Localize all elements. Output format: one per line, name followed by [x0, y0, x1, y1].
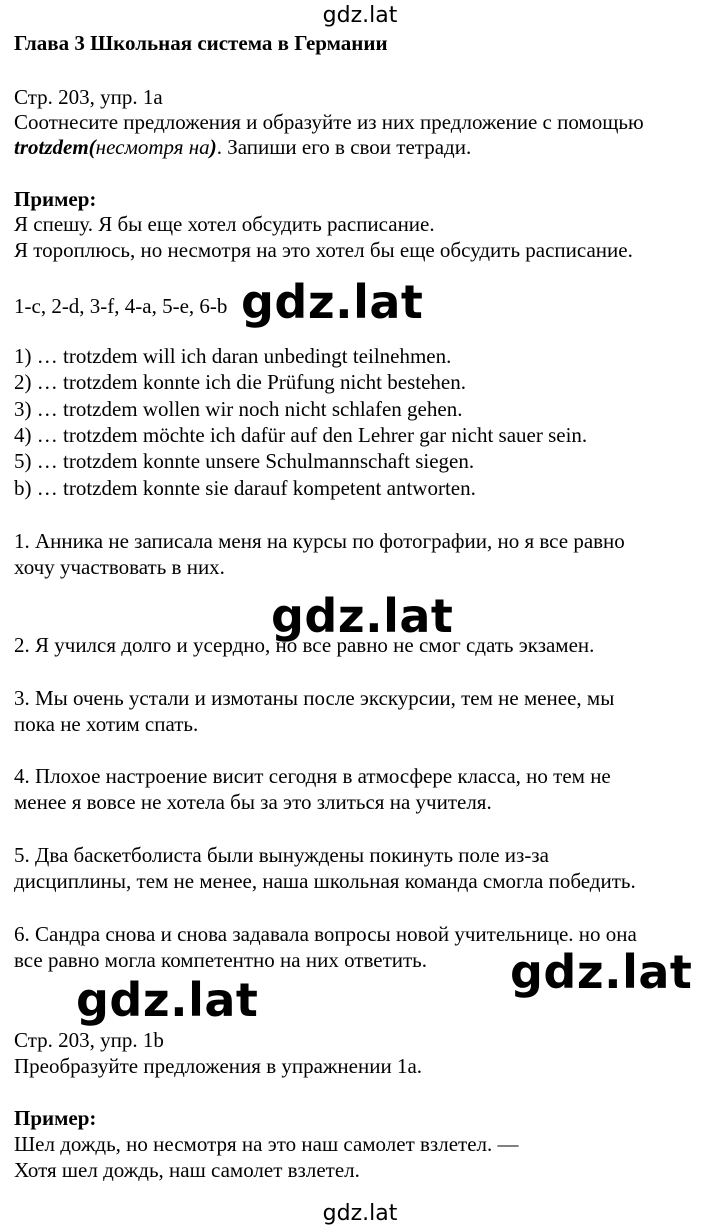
task-term-translation: несмотря на — [95, 135, 210, 159]
exercise-1b-ref: Стр. 203, упр. 1b — [14, 1028, 164, 1052]
translation-line: 6. Сандра снова и снова задавала вопросы новой учительнице. но она — [14, 922, 637, 946]
page-title: Глава 3 Школьная система в Германии — [14, 31, 388, 55]
watermark-large: gdz.lat — [76, 973, 259, 1027]
task-term: trotzdem( — [14, 135, 96, 159]
example-label: Пример: — [14, 1106, 97, 1130]
exercise-1b-task: Преобразуйте предложения в упражнении 1а. — [14, 1054, 423, 1078]
watermark-large: gdz.lat — [271, 589, 454, 643]
german-sentence: 1) … trotzdem will ich daran unbedingt teilnehmen. — [14, 344, 452, 368]
german-sentence: 5) … trotzdem konnte unsere Schulmannschaft siegen. — [14, 449, 475, 473]
exercise-1a-ref: Стр. 203, упр. 1а — [14, 85, 163, 109]
example-line: Я тороплюсь, но несмотря на это хотел бы еще обсудить расписание. — [14, 238, 633, 262]
exercise-1a-task-cont — [14, 134, 471, 160]
translation-line: 5. Два баскетболиста были вынуждены покинуть поле из-за — [14, 843, 549, 867]
task-rest: . Запиши его в свои тетради. — [216, 135, 472, 159]
translation-line: 3. Мы очень устали и измотаны после экскурсии, тем не менее, мы — [14, 686, 615, 710]
translation-line: 2. Я учился долго и усердно, но все равно не смог сдать экзамен. — [14, 633, 595, 657]
translation-line: менее я вовсе не хотела бы за это злиться на учителя. — [14, 790, 492, 814]
watermark-top: gdz.lat — [322, 3, 398, 28]
translation-line: 4. Плохое настроение висит сегодня в атмосфере класса, но тем не — [14, 764, 611, 788]
answer-key: 1-c, 2-d, 3-f, 4-a, 5-e, 6-b — [14, 294, 228, 318]
watermark-bottom: gdz.lat — [322, 1201, 398, 1226]
example-line: Я спешу. Я бы еще хотел обсудить расписание. — [14, 212, 435, 236]
german-sentence: 3) … trotzdem wollen wir noch nicht schlafen gehen. — [14, 397, 463, 421]
german-sentence: 4) … trotzdem möchte ich dafür auf den Lehrer gar nicht sauer sein. — [14, 423, 588, 447]
watermark-large: gdz.lat — [510, 945, 693, 999]
example-line: Хотя шел дождь, наш самолет взлетел. — [14, 1158, 360, 1182]
translation-line: 1. Анника не записала меня на курсы по фотографии, но я все равно — [14, 529, 625, 553]
translation-line: дисциплины, тем не менее, наша школьная команда смогла победить. — [14, 869, 636, 893]
translation-line: хочу участвовать в них. — [14, 555, 225, 579]
translation-line: все равно могла компетентно на них ответить. — [14, 948, 428, 972]
exercise-1a-task: Соотнесите предложения и образуйте из них предложение с помощью — [14, 110, 644, 134]
example-line: Шел дождь, но несмотря на это наш самолет взлетел. — — [14, 1132, 519, 1156]
watermark-large: gdz.lat — [241, 275, 424, 329]
task-term-close: ) — [209, 135, 217, 159]
example-label: Пример: — [14, 187, 97, 211]
german-sentence: b) … trotzdem konnte sie darauf kompetent antworten. — [14, 476, 476, 500]
translation-line: пока не хотим спать. — [14, 712, 199, 736]
german-sentence: 2) … trotzdem konnte ich die Prüfung nicht bestehen. — [14, 370, 466, 394]
